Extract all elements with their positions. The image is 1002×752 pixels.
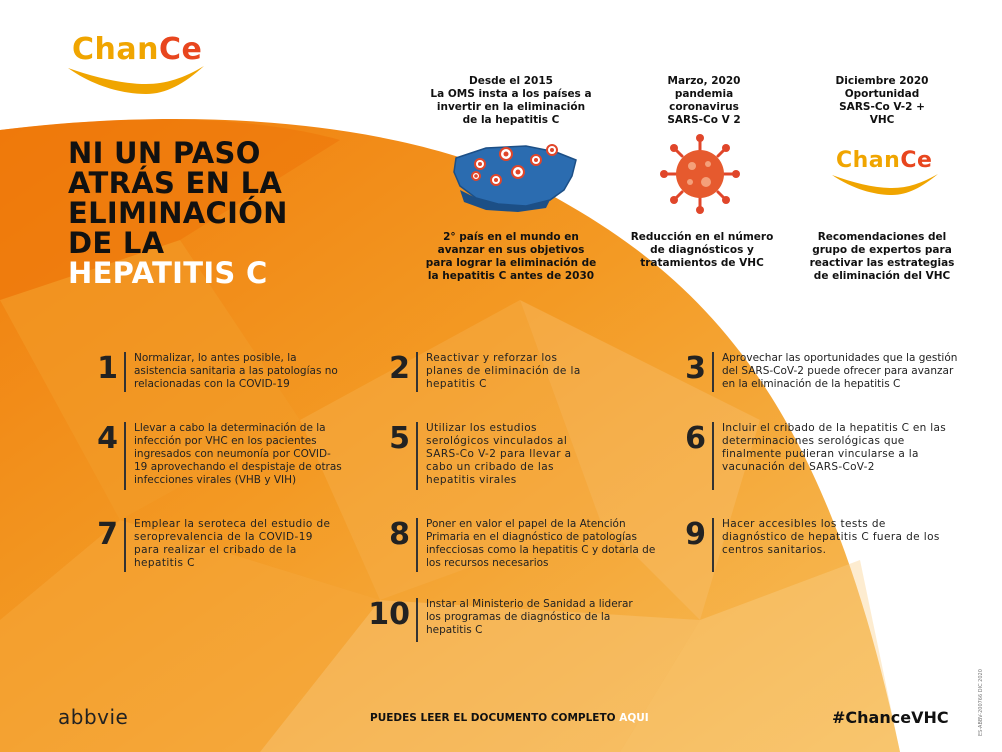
abbvie-logo: abbvie <box>58 705 129 729</box>
column-3-heading: Diciembre 2020 Oportunidad SARS-Co V-2 + VHC <box>835 75 929 126</box>
coronavirus-icon <box>660 134 740 214</box>
step-divider <box>124 518 126 572</box>
chance-logo-icon: ChanCe <box>830 148 940 198</box>
step-divider <box>712 422 714 490</box>
column-2-footer: Reducción en el número de diagnósticos y tratamientos de VHC <box>630 231 774 269</box>
column-2-heading: Marzo, 2020 pandemia coronavirus SARS-Co V 2 <box>667 75 741 126</box>
column-1-heading: Desde el 2015 La OMS insta a los países a invertir en la eliminación de la hepatitis C <box>430 75 592 126</box>
step-divider <box>712 518 714 572</box>
step-divider <box>124 352 126 392</box>
column-3-footer: Recomendaciones del grupo de expertos para reactivar las estrategias de eliminación del VHC <box>809 231 955 282</box>
step-divider <box>124 422 126 490</box>
step-divider <box>416 352 418 392</box>
logo-swoosh-icon <box>66 64 206 98</box>
step-divider <box>416 518 418 572</box>
page-title: NI UN PASO ATRÁS EN LA ELIMINACIÓN DE LA HEPATITIS C <box>68 136 288 290</box>
document-code: ES-ABBV-200766 DIC 2020 <box>978 669 984 736</box>
step-divider <box>416 598 418 642</box>
read-document-link[interactable]: PUEDES LEER EL DOCUMENTO COMPLETO AQUI <box>370 712 649 724</box>
logo-swoosh-icon <box>830 172 940 198</box>
spain-map-icon <box>446 136 586 216</box>
aqui-link[interactable]: AQUI <box>619 712 649 724</box>
step-divider <box>712 352 714 392</box>
infographic-page: ChanCe NI UN PASO ATRÁS EN LA ELIMINACIÓN DE LA HEPATITIS C Desde el 2015 La OMS insta a los países a invertir en la eliminación de la hepatitis C Marzo, 2020 pandemia coronavirus SARS-Co V 2 Diciembre 2020 Oportunidad SARS-Co V-2 + VHC ChanCe 2° país en el mundo en avanzar en sus objetivos para lograr la eliminación de la hepatitis C antes de 2030 Reducción en el número de diagnósticos y tratamientos de VHC Recomendaciones del grupo de expertos para reactivar las estrategias de eliminación del VHC 1 Normalizar, lo antes posible, la asistencia sanitaria a las patologías no relacionadas con la COVID-19 2 Reactivar y reforzar los planes de eliminación de la hepatitis C 3 Aprovechar las oportunidades que la gestión del SARS-CoV-2 puede ofrecer para avanzar en la eliminación de la hepatitis C 4 Llevar a cabo la determinación de la infección por VHC en los pacientes ingresados con neumonía por COVID-19 aprovechando el despistaje de otras infecciones virales (VHB y VIH) 5 Utilizar los estudios serológicos vinculados al SARS-Co V-2 para llevar a cabo un cribado de las hepatitis virales 6 Incluir el cribado de la hepatitis C en las determinaciones serológicas que finalmente pudieran vincularse a la vacunación del SARS-CoV-2 7 Emplear la seroteca del estudio de seroprevalencia de la COVID-19 para realizar el cribado de la hepatitis C 8 Poner en valor el papel de la Atención Primaria en el diagnóstico de patologías infecciosas como la hepatitis C y dotarla de los recursos necesarios 9 Hacer accesibles los tests de diagnóstico de hepatitis C fuera de los centros sanitarios. 10 Instar al Ministerio de Sanidad a liderar los programas de diagnóstico de la hepatitis C abbvie PUEDES LEER EL DOCUMENTO COMPLETO AQUI #ChanceVHC ES-ABBV-200766 DIC 2020 <box>0 0 1002 752</box>
column-1-footer: 2° país en el mundo en avanzar en sus objetivos para lograr la eliminación de la hepatitis C antes de 2030 <box>425 231 597 282</box>
chance-logo-text: ChanCe <box>72 32 203 67</box>
chance-logo <box>66 30 206 100</box>
step-divider <box>416 422 418 490</box>
hashtag: #ChanceVHC <box>832 708 949 727</box>
